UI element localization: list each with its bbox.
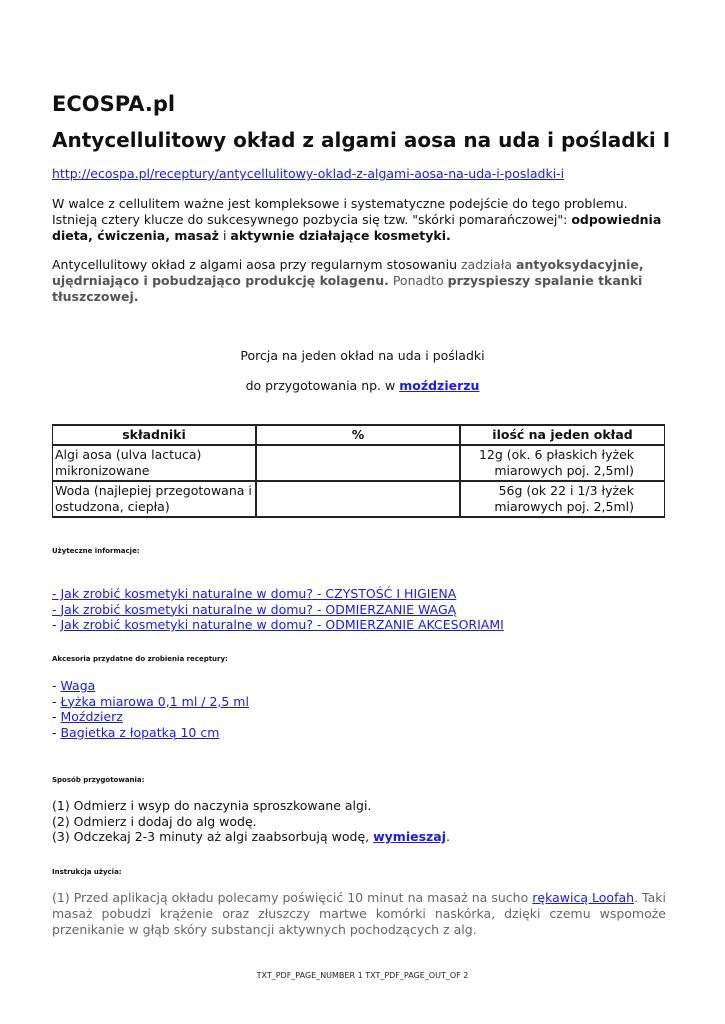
step-3-end: . xyxy=(446,829,450,844)
list-dash: - xyxy=(52,709,61,724)
intro-bold-2: aktywnie działające kosmetyki. xyxy=(230,228,451,243)
list-item xyxy=(52,725,249,741)
step-1: (1) Odmierz i wsyp do naczynia sproszkowane algi. xyxy=(52,798,372,813)
usage-heading: Instrukcja użycia: xyxy=(52,868,122,876)
effects-grey-2: Ponadto xyxy=(388,273,448,288)
list-dash: - xyxy=(52,693,61,709)
site-brand: ECOSPA.pl xyxy=(52,92,176,116)
ingredient-cell: Algi aosa (ulva lactuca) mikronizowane xyxy=(52,445,256,481)
ingredients-table xyxy=(52,424,665,518)
list-dash: - xyxy=(52,678,61,693)
table-header-row xyxy=(52,424,665,445)
weighing-link[interactable]: - Jak zrobić kosmetyki naturalne w domu? - ODMIERZANIE WAGĄ xyxy=(52,601,457,617)
intro-bold-1: odpowiednia dieta, ćwiczenia, masaż xyxy=(52,212,662,243)
useful-info-list xyxy=(52,586,504,633)
percent-cell xyxy=(256,445,460,481)
portion-line-2 xyxy=(0,378,725,393)
list-item xyxy=(52,617,504,633)
list-dash: - xyxy=(52,617,61,632)
preparation-steps xyxy=(52,798,450,845)
list-dash: - xyxy=(52,724,61,740)
intro-text-2: i xyxy=(218,228,231,243)
page-footer: TXT_PDF_PAGE_NUMBER 1 TXT_PDF_PAGE_OUT_OF 2 xyxy=(256,971,469,980)
list-item xyxy=(52,602,504,618)
amount-cell: 56g (ok 22 i 1/3 łyżek miarowych poj. 2,5ml) xyxy=(460,481,665,518)
usage-text-1: (1) Przed aplikacją okładu polecamy poświęcić 10 minut na masaż na sucho xyxy=(52,890,533,905)
percent-cell xyxy=(256,481,460,518)
effects-grey-1: zadziała xyxy=(460,257,517,272)
column-header-amount: ilość na jeden okład xyxy=(460,424,665,445)
table-row xyxy=(52,445,665,481)
column-header-percent: % xyxy=(256,424,460,445)
accessories-list xyxy=(52,678,249,740)
accessories-heading: Akcesoria przydatne do zrobienia receptury: xyxy=(52,655,228,663)
recipe-url-link[interactable]: http://ecospa.pl/receptury/antycellulitowy-oklad-z-algami-aosa-na-uda-i-posladki-i xyxy=(52,166,565,181)
effects-bold-2: przyspieszy spalanie tkanki tłuszczowej. xyxy=(52,273,643,304)
intro-text-1: W walce z cellulitem ważne jest kompleksowe i systematyczne podejście do tego problemu. Istnieją cztery klucze do sukcesywnego pozbycia się tzw. "skórki pomarańczowej": xyxy=(52,196,628,227)
list-item xyxy=(52,586,504,602)
usage-text-2: . Taki masaż pobudzi krążenie oraz złuszczy martwe komórki naskórka, dzięki czemu wspomoże przenikanie w głąb skóry substancji aktywnych pochodzących z alg. xyxy=(52,890,666,937)
effects-bold-1: antyoksydacyjnie, ujędrniająco i pobudzająco produkcję kolagenu. xyxy=(52,257,644,288)
measuring-spoon-link[interactable]: Łyżka miarowa 0,1 ml / 2,5 ml xyxy=(60,693,249,709)
step-3-text: (3) Odczekaj 2-3 minuty aż algi zaabsorbują wodę, xyxy=(52,829,374,844)
intro-paragraph xyxy=(52,196,672,244)
mortar-accessory-link[interactable]: Moździerz xyxy=(60,709,123,724)
useful-info-heading: Użyteczne informacje: xyxy=(52,547,140,555)
page-title: Antycellulitowy okład z algami aosa na uda i pośladki I xyxy=(52,128,671,152)
scale-link[interactable]: Waga xyxy=(60,678,96,693)
table-row xyxy=(52,481,665,518)
step-2: (2) Odmierz i dodaj do alg wodę. xyxy=(52,813,257,829)
usage-paragraph xyxy=(52,890,666,938)
hygiene-link[interactable]: - Jak zrobić kosmetyki naturalne w domu? - CZYSTOŚĆ I HIGIENA xyxy=(52,586,457,601)
ingredient-cell: Woda (najlepiej przegotowana i ostudzona, ciepła) xyxy=(52,481,256,518)
step-3 xyxy=(52,829,450,845)
mix-link[interactable]: wymieszaj xyxy=(373,829,447,844)
spatula-rod-link[interactable]: Bagietka z łopatką 10 cm xyxy=(60,724,220,740)
portion-prefix: do przygotowania np. w xyxy=(245,378,400,393)
list-item xyxy=(52,694,249,710)
portion-line-1: Porcja na jeden okład na uda i pośladki xyxy=(240,348,485,363)
mortar-link[interactable]: moździerzu xyxy=(399,378,480,393)
loofah-glove-link[interactable]: rękawicą Loofah xyxy=(532,890,635,905)
list-item xyxy=(52,678,249,694)
accessories-measuring-link[interactable]: Jak zrobić kosmetyki naturalne w domu? - ODMIERZANIE AKCESORIAMI xyxy=(60,617,504,632)
preparation-heading: Sposób przygotowania: xyxy=(52,776,145,784)
effects-paragraph xyxy=(52,257,672,305)
effects-text-1: Antycellulitowy okład z algami aosa przy regularnym stosowaniu xyxy=(52,257,461,272)
amount-cell: 12g (ok. 6 płaskich łyżek miarowych poj. 2,5ml) xyxy=(460,445,665,481)
list-item xyxy=(52,709,249,725)
column-header-ingredients: składniki xyxy=(52,424,256,445)
